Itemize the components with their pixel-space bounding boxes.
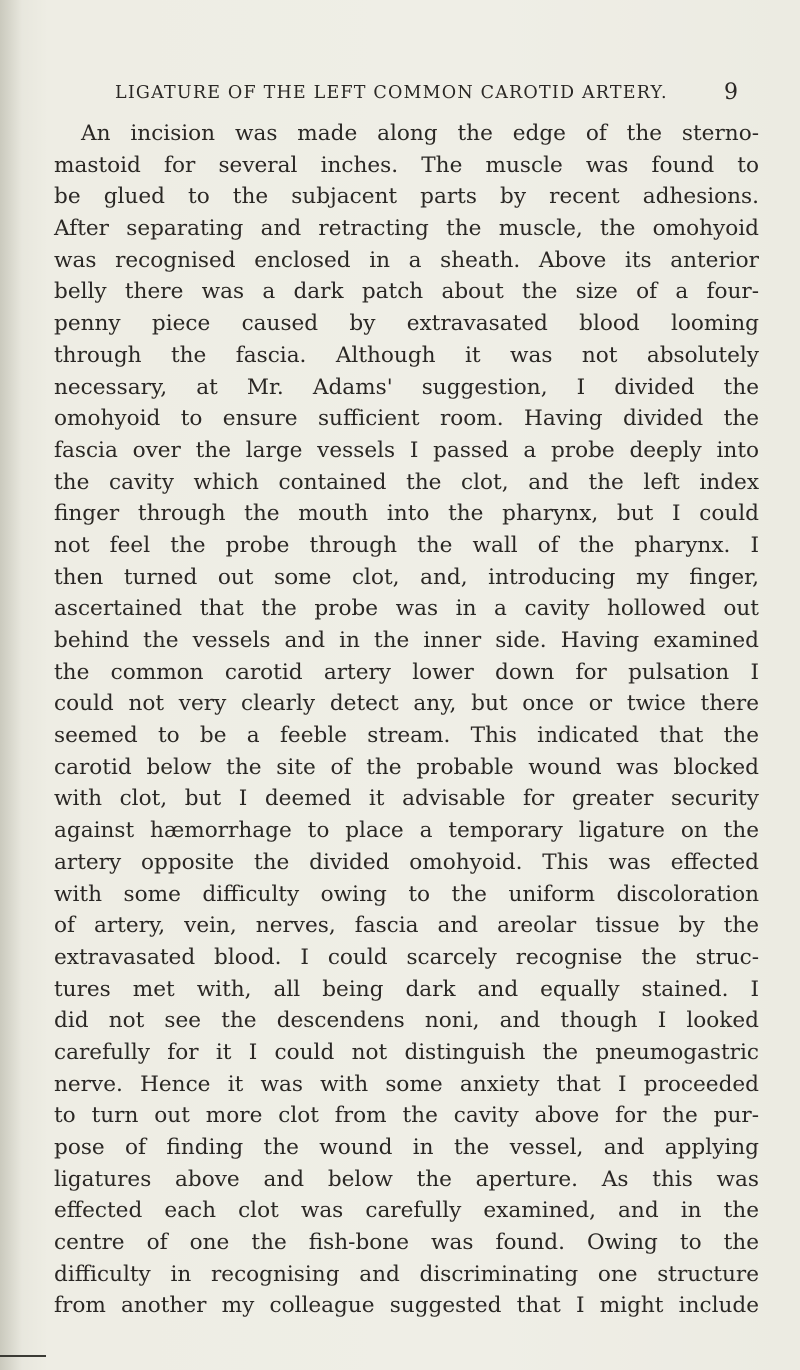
text-line: of artery, vein, nerves, fascia and areolar tissue by the	[54, 913, 759, 939]
text-line: was recognised enclosed in a sheath. Above its anterior	[54, 247, 759, 273]
text-line: behind the vessels and in the inner side. Having examined	[54, 628, 759, 653]
text-line: the common carotid artery lower down for pulsation I	[54, 659, 759, 685]
text-line: to turn out more clot from the cavity above for the pur-	[54, 1103, 759, 1129]
text-line: necessary, at Mr. Adams' suggestion, I divided the	[54, 374, 759, 400]
page-corner-mark	[0, 1355, 46, 1357]
text-line: An incision was made along the edge of the sterno-	[81, 121, 759, 146]
text-line: ligatures above and below the aperture. As this was	[54, 1166, 759, 1192]
text-line: After separating and retracting the muscle, the omohyoid	[54, 216, 759, 242]
text-line: ascertained that the probe was in a cavity hollowed out	[54, 596, 759, 622]
text-line: carefully for it I could not distinguish the pneumogastric	[54, 1039, 759, 1065]
text-line: with some difficulty owing to the uniform discoloration	[54, 881, 759, 907]
text-line: artery opposite the divided omohyoid. This was effected	[54, 849, 759, 875]
text-line: carotid below the site of the probable wound was blocked	[54, 754, 759, 780]
page-edge-shadow	[0, 0, 22, 1370]
text-line: then turned out some clot, and, introducing my finger,	[54, 564, 759, 590]
text-line: nerve. Hence it was with some anxiety that I proceeded	[54, 1071, 759, 1097]
running-head: LIGATURE OF THE LEFT COMMON CAROTID ARTERY.	[115, 83, 668, 103]
text-line: could not very clearly detect any, but once or twice there	[54, 691, 759, 717]
text-line: extravasated blood. I could scarcely recognise the struc-	[54, 944, 759, 970]
text-line: effected each clot was carefully examined, and in the	[54, 1198, 759, 1224]
text-line: penny piece caused by extravasated blood looming	[54, 311, 759, 337]
text-line: seemed to be a feeble stream. This indicated that the	[54, 723, 759, 749]
body-text	[54, 118, 759, 1322]
text-line: finger through the mouth into the pharynx, but I could	[54, 501, 759, 527]
text-line: did not see the descendens noni, and though I looked	[54, 1008, 759, 1034]
text-line: through the fascia. Although it was not absolutely	[54, 342, 759, 368]
text-line: the cavity which contained the clot, and the left index	[54, 469, 759, 495]
text-line: against hæmorrhage to place a temporary ligature on the	[54, 818, 759, 844]
page-number: 9	[724, 80, 738, 105]
text-line: fascia over the large vessels I passed a probe deeply into	[54, 437, 759, 463]
text-line: not feel the probe through the wall of the pharynx. I	[54, 532, 759, 558]
text-line: be glued to the subjacent parts by recent adhesions.	[54, 184, 759, 210]
text-line: mastoid for several inches. The muscle was found to	[54, 152, 759, 178]
text-line: belly there was a dark patch about the size of a four-	[54, 279, 759, 305]
text-line: centre of one the fish-bone was found. Owing to the	[54, 1230, 759, 1256]
text-line: tures met with, all being dark and equally stained. I	[54, 976, 759, 1002]
text-line: with clot, but I deemed it advisable for greater security	[54, 786, 759, 812]
text-line: difficulty in recognising and discriminating one structure	[54, 1261, 759, 1287]
text-line: pose of finding the wound in the vessel, and applying	[54, 1135, 759, 1160]
text-line: omohyoid to ensure sufficient room. Having divided the	[54, 406, 759, 432]
text-line: from another my colleague suggested that I might include	[54, 1293, 759, 1319]
